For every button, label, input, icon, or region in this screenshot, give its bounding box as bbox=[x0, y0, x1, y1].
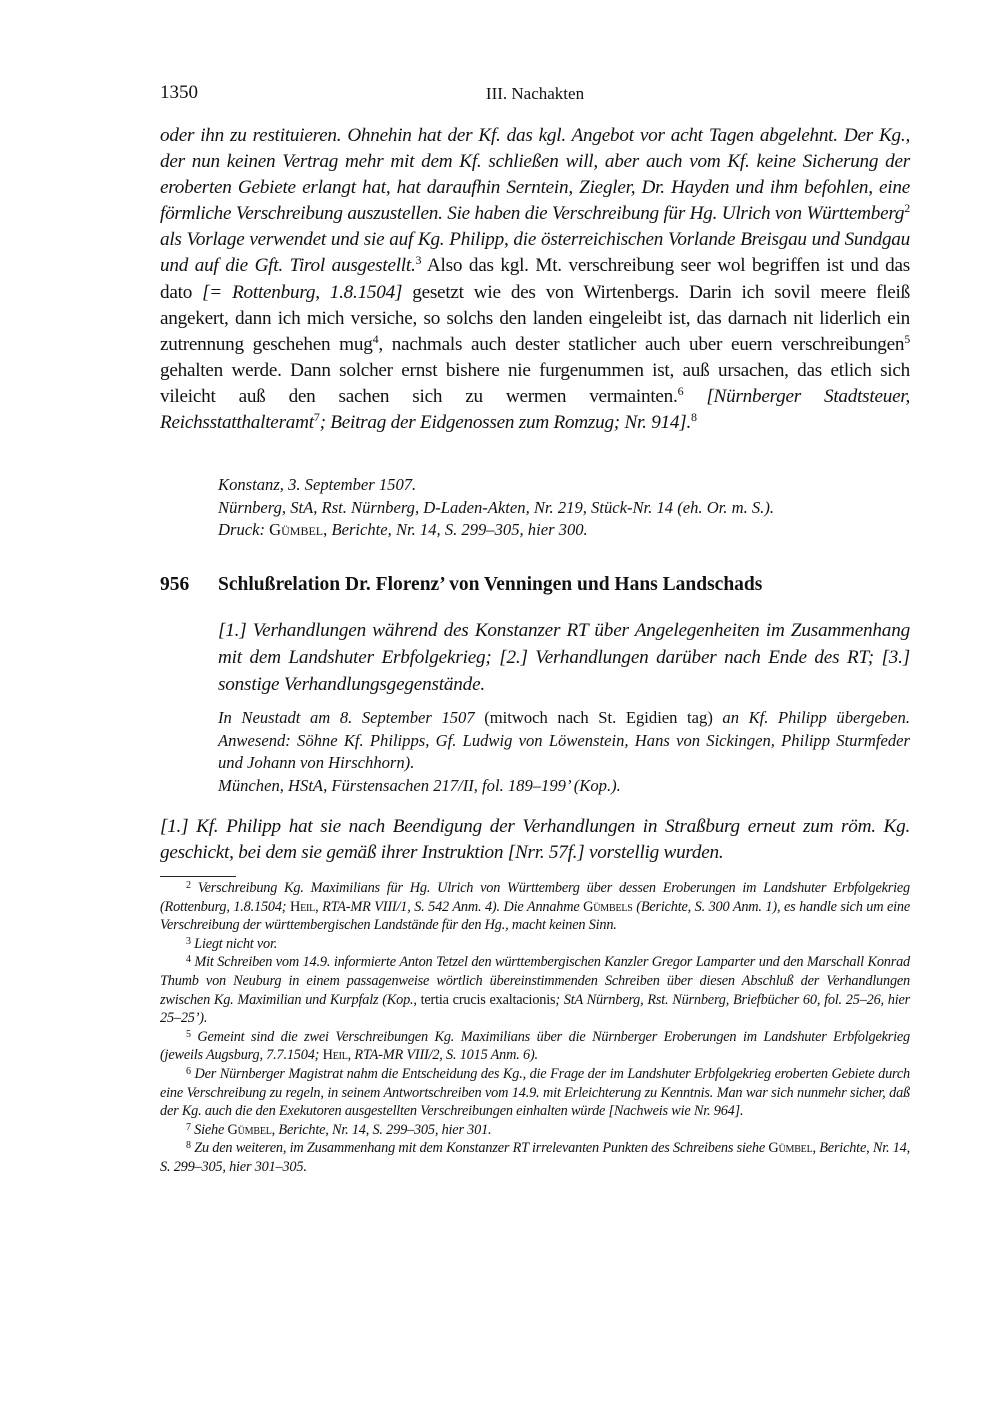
source-block bbox=[218, 474, 910, 542]
print-reference: Berichte, Nr. 14, S. 299–305, hier 300. bbox=[327, 520, 588, 539]
print-label: Druck: bbox=[218, 520, 270, 539]
running-title: III. Nachakten bbox=[485, 84, 585, 103]
author-name: Gümbel, bbox=[227, 1121, 276, 1138]
footnote-number: 3 bbox=[186, 935, 191, 947]
footnote-ref[interactable]: 2 bbox=[904, 201, 910, 216]
footnote-ref[interactable]: 8 bbox=[691, 410, 697, 425]
page-header bbox=[160, 82, 910, 108]
meta-date-original: (mitwoch nach St. Egidien tag) bbox=[474, 708, 723, 727]
editorial-note: [Nürnberger Stadtsteuer, Reichsstatthalteramt bbox=[160, 385, 910, 434]
footnote-text: Liegt nicht vor. bbox=[190, 935, 278, 952]
footnote-text: Der Nürnberger Magistrat nahm die Entscheidung des Kg., die Frage der im Landshuter Erbfolgekrieg eroberten Gebiete durch eine Verschreibung zu regeln, in seinem Antwortschreiben vom 14.9. mit Erleichterung zu Kenntnis. Man war sich nunmehr sicher, daß der Kg. auch die den Exekutoren ausgestellten Verschreibungen einhalten würde [Nachweis wie Nr. 964]. bbox=[160, 1065, 910, 1120]
page-number: 1350 bbox=[160, 82, 198, 103]
footnote-number: 2 bbox=[186, 880, 191, 891]
text-segment: oder ihn zu restituieren. Ohnehin hat der Kf. das kgl. Angebot vor acht Tagen abgelehnt. Der Kg., der nun keinen Vertrag mehr mit dem Kf. schließen will, aber auch vom Kf. keine Sicherung der eroberten Gebiete erlangt hat, hat daraufhin Serntein, Ziegler, Dr. Hayden und ihm befohlen, eine förmliche Verschreibung auszustellen. Sie haben die Verschreibung für Hg. Ulrich von Württemberg bbox=[160, 125, 910, 225]
author-name: Heil, bbox=[290, 898, 319, 915]
footnote-text: Verschreibung Kg. Maximilians für Hg. Ulrich von Württemberg über dessen Eroberungen im Landshuter Erbfolgekrieg (Rottenburg, 1.8.1504; bbox=[160, 880, 910, 915]
quoted-source-text: gehalten werde. Dann solcher ernst bishere nie furgenummen ist, auß ursachen, das etlich sich vileicht auß den sachen sich zu wermen vermainten. bbox=[160, 359, 910, 407]
footnote-6 bbox=[160, 1065, 910, 1121]
footnote-number: 4 bbox=[186, 954, 191, 966]
paragraph-continued bbox=[160, 123, 910, 436]
quoted-source-text: Also das kgl. Mt. verschreibung seer wol begriffen ist und das dato bbox=[160, 255, 911, 303]
footnote-5 bbox=[160, 1028, 910, 1065]
author-name: Gümbel, bbox=[768, 1140, 816, 1157]
footnote-number: 5 bbox=[186, 1028, 191, 1040]
quoted-date: tertia crucis exaltacionis bbox=[420, 991, 556, 1008]
footnote-text: ; StA Nürnberg, Rst. Nürnberg, Briefbücher 60, fol. 25–26, hier 25–25’). bbox=[160, 991, 911, 1027]
footnote-8 bbox=[160, 1139, 910, 1176]
editorial-note: ; Beitrag der Eidgenossen zum Romzug; Nr. 914]. bbox=[319, 412, 692, 434]
editorial-note: [= Rottenburg, 1.8.1504] bbox=[202, 281, 403, 303]
author-name: Heil, bbox=[322, 1047, 352, 1064]
footnote-text: Berichte, Nr. 14, S. 299–305, hier 301. bbox=[275, 1121, 492, 1138]
source-print bbox=[218, 519, 910, 542]
text-segment: als Vorlage verwendet und sie auf Kg. Philipp, die österreichischen Vorlande Breisgau und Sundgau und auf die Gft. Tirol ausgestellt. bbox=[160, 229, 910, 277]
footnote-4 bbox=[160, 953, 910, 1027]
footnote-ref[interactable]: 5 bbox=[904, 331, 910, 346]
meta-archive: München, HStA, Fürstensachen 217/II, fol. 189–199’ (Kop.). bbox=[218, 775, 621, 795]
quoted-source-text: , nachmals auch dester statlicher auch uber euern verschreibungen bbox=[378, 333, 905, 355]
document-title: Schlußrelation Dr. Florenz’ von Venningen und Hans Landschads bbox=[218, 574, 763, 595]
source-date: Konstanz, 3. September 1507. bbox=[218, 475, 417, 494]
footnote-text: (Berichte, S. 300 Anm. 1), es handle sich um eine Verschreibung der württembergischen Landstände für den Hg., macht keinen Sinn. bbox=[160, 898, 910, 934]
footnote-ref[interactable]: 4 bbox=[372, 331, 379, 346]
footnote-text: RTA-MR VIII/2, S. 1015 Anm. 6). bbox=[351, 1047, 538, 1064]
footnote-number: 7 bbox=[186, 1121, 191, 1133]
footnote-3 bbox=[160, 935, 910, 954]
author-name: Gümbels bbox=[583, 898, 633, 915]
document-summary: [1.] Verhandlungen während des Konstanzer RT über Angelegenheiten im Zusammenhang mit dem Landshuter Erbfolgekrieg; [2.] Verhandlungen darüber nach Ende des RT; [3.] sonstige Verhandlungsgegenstände. bbox=[218, 620, 910, 695]
footnote-text: Zu den weiteren, im Zusammenhang mit dem Konstanzer RT irrelevanten Punkten des Schreibens siehe bbox=[190, 1140, 769, 1157]
document-meta bbox=[218, 707, 910, 797]
document-number: 956 bbox=[160, 574, 190, 595]
source-archive: Nürnberg, StA, Rst. Nürnberg, D-Laden-Akten, Nr. 219, Stück-Nr. 14 (eh. Or. m. S.). bbox=[218, 497, 775, 517]
footnote-divider bbox=[160, 876, 236, 877]
meta-date: In Neustadt am 8. September 1507 bbox=[218, 708, 475, 727]
footnote-text: Mit Schreiben vom 14.9. informierte Anton Tetzel den württembergischen Kanzler Gregor Lamparter und den Marschall Konrad Thumb von Neuburg in einem passagenweise wörtlich übereinstimmenden Schreiben über diesen Abschluß der Verhandlungen zwischen Kg. Maximilian und Kurpfalz (Kop., bbox=[160, 954, 910, 1008]
footnote-ref[interactable]: 3 bbox=[415, 253, 422, 268]
quoted-source-text: gesetzt wie des von Wirtenbergs. Darin ich sovil meere fleiß angekert, dann ich mich versiche, so solchs den landen eingeleibt ist, das darnach nit liderlich ein zutrennung geschehen mug bbox=[160, 281, 910, 355]
footnote-text: Berichte, Nr. 14, S. 299–305, hier 301–305. bbox=[160, 1140, 911, 1175]
document-body: [1.] Kf. Philipp hat sie nach Beendigung der Verhandlungen in Straßburg erneut zum röm. Kg. geschickt, bei dem sie gemäß ihrer Instruktion [Nrr. 57f.] vorstellig wurden. bbox=[160, 816, 910, 864]
footnote-ref[interactable]: 6 bbox=[677, 383, 684, 398]
footnote-2 bbox=[160, 879, 910, 935]
footnote-number: 6 bbox=[186, 1065, 191, 1077]
footnote-text: Gemeint sind die zwei Verschreibungen Kg. Maximilians über die Nürnberger Eroberungen im Landshuter Erbfolgekrieg (jeweils Augsburg, 7.7.1504; bbox=[160, 1028, 910, 1064]
footnote-7 bbox=[160, 1121, 910, 1140]
footnote-number: 8 bbox=[186, 1140, 191, 1152]
footnotes bbox=[160, 879, 910, 1177]
footnote-text: Siehe bbox=[190, 1121, 228, 1138]
print-author: Gümbel, bbox=[269, 520, 328, 539]
footnote-ref[interactable]: 7 bbox=[313, 410, 320, 425]
meta-recipient: an Kf. Philipp übergeben. Anwesend: Söhne Kf. Philipps, Gf. Ludwig von Löwenstein, Hans von Sickingen, Philipp Sturmfeder und Johann von Hirschhorn). bbox=[218, 708, 910, 772]
footnote-text: RTA-MR VIII/1, S. 542 Anm. 4). Die Annahme bbox=[318, 898, 584, 915]
